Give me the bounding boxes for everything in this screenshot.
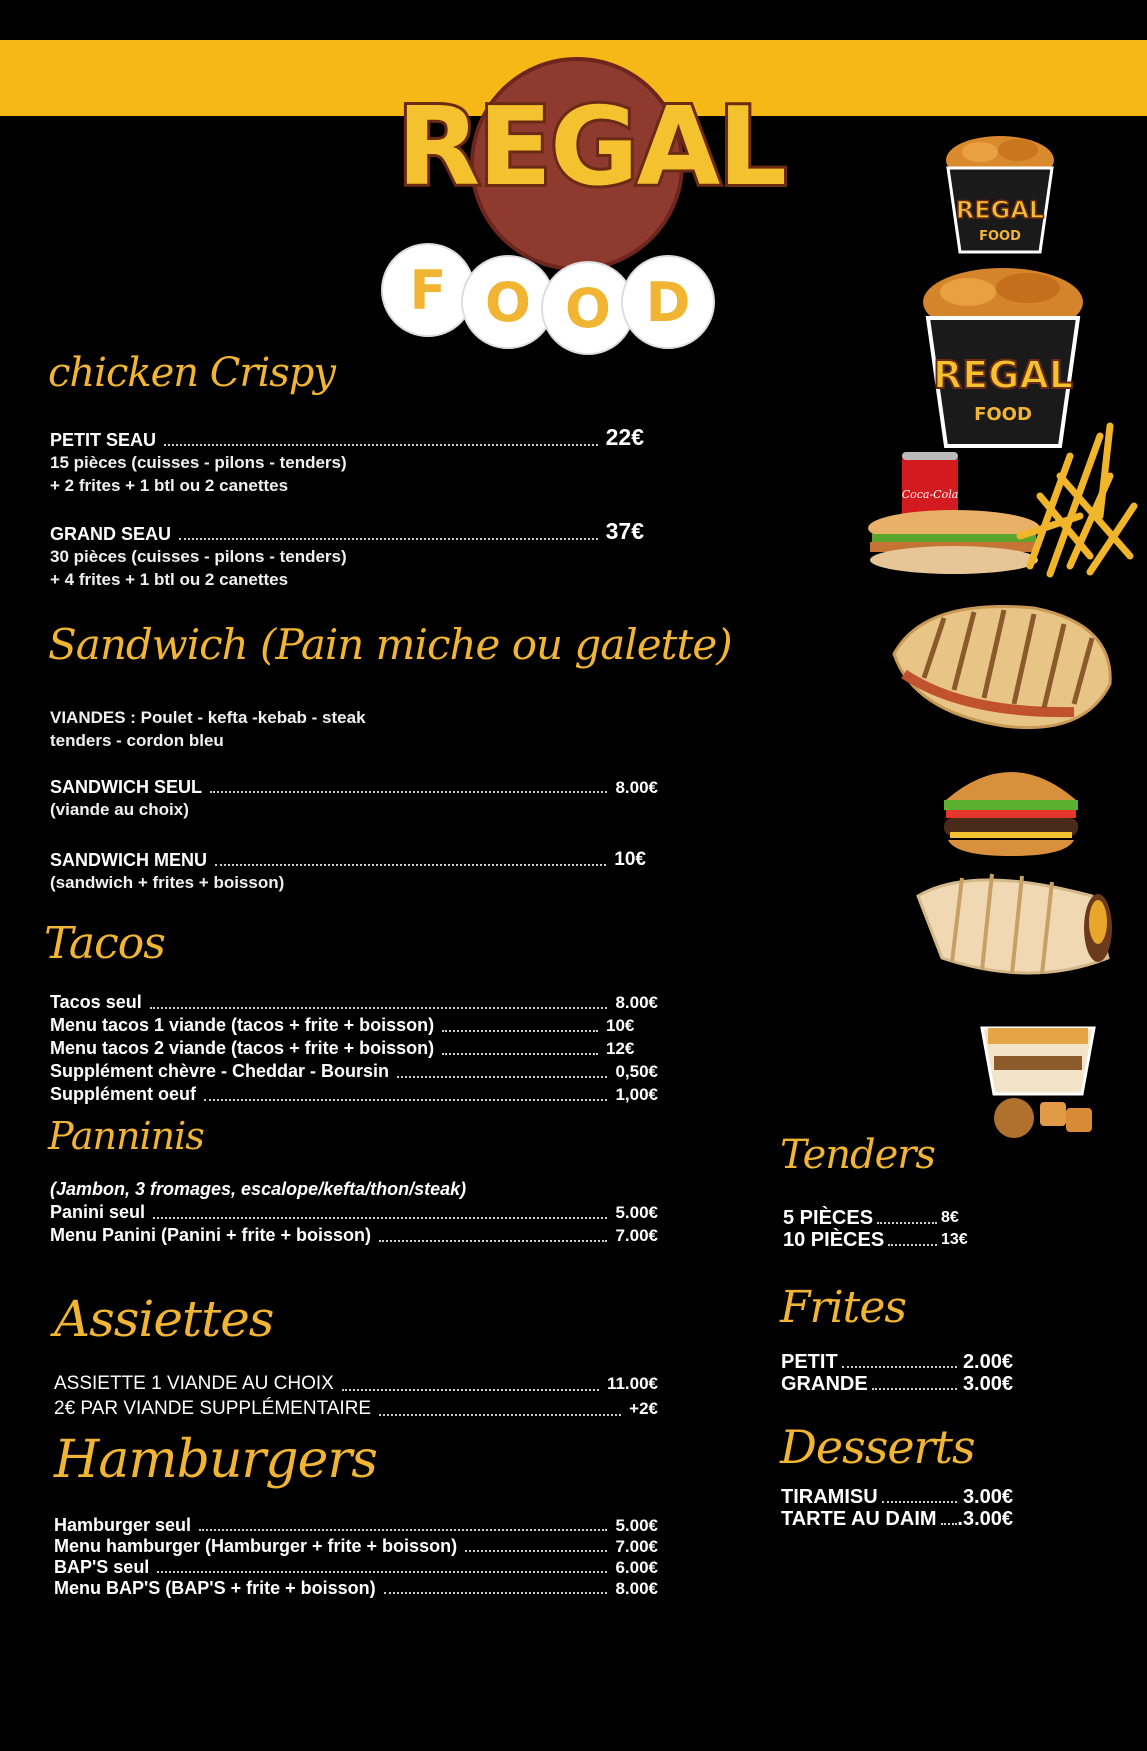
leader-dots <box>379 1414 621 1416</box>
svg-text:REGAL: REGAL <box>932 353 1074 397</box>
svg-text:F: F <box>409 259 447 322</box>
item-price: 10€ <box>614 849 646 870</box>
tiramisu-icon <box>974 1008 1102 1142</box>
section-title-tacos: Tacos <box>44 918 165 969</box>
item-name: Supplément chèvre - Cheddar - Boursin <box>50 1061 390 1081</box>
item-price: 5.00€ <box>615 1516 658 1535</box>
item-price: 11.00€ <box>606 1374 658 1393</box>
svg-text:Coca-Cola: Coca-Cola <box>901 488 959 501</box>
section-title-hamburgers: Hamburgers <box>54 1430 377 1490</box>
leader-dots <box>215 864 606 866</box>
sandwich-viandes <box>50 706 366 752</box>
sandwich-item-menu <box>50 849 646 894</box>
item-price: +2€ <box>629 1399 658 1418</box>
item-desc: (viande au choix) <box>50 800 189 819</box>
chicken-item-grand <box>50 518 644 591</box>
burger-icon <box>936 758 1086 858</box>
item-price: 7.00€ <box>615 1537 658 1556</box>
menu-row <box>50 1201 658 1224</box>
tacos-icon <box>912 862 1116 990</box>
sandwich-item-seul <box>50 777 658 821</box>
item-price: .3.00€ <box>957 1508 1013 1530</box>
item-name: TIRAMISU <box>781 1486 878 1508</box>
leader-dots <box>179 538 598 540</box>
hamburgers-list <box>54 1515 658 1599</box>
leader-dots <box>342 1389 599 1391</box>
section-title-chicken: chicken Crispy <box>48 350 335 396</box>
leader-dots <box>199 1529 607 1531</box>
item-name: TARTE AU DAIM <box>781 1508 937 1530</box>
leader-dots <box>888 1244 937 1246</box>
item-name: BAP'S seul <box>54 1557 150 1577</box>
item-price: 37€ <box>605 518 644 544</box>
leader-dots <box>842 1366 957 1368</box>
fries-icon <box>1010 416 1142 580</box>
item-name: PETIT SEAU <box>50 430 157 450</box>
item-name: Menu Panini (Panini + frite + boisson) <box>50 1225 372 1245</box>
item-name: Supplément oeuf <box>50 1084 197 1104</box>
item-name: Hamburger seul <box>54 1515 192 1535</box>
item-price: 2.00€ <box>962 1351 1013 1373</box>
item-name: 10 PIÈCES <box>783 1229 885 1251</box>
item-desc: + 4 frites + 1 btl ou 2 canettes <box>50 570 289 589</box>
item-price: 7.00€ <box>615 1226 658 1245</box>
item-name: Menu BAP'S (BAP'S + frite + boisson) <box>54 1578 376 1598</box>
item-price: 12€ <box>606 1039 635 1058</box>
item-price: 22€ <box>605 424 644 450</box>
leader-dots <box>210 791 607 793</box>
leader-dots <box>204 1099 607 1101</box>
menu-row <box>781 1486 1013 1508</box>
chicken-bucket-icon <box>940 128 1060 258</box>
menu-row <box>50 1014 658 1037</box>
leader-dots <box>164 444 598 446</box>
leader-dots <box>150 1007 608 1009</box>
item-name: Menu tacos 2 viande (tacos + frite + boisson) <box>50 1038 435 1058</box>
menu-row <box>54 1536 658 1557</box>
menu-row <box>781 1351 1013 1373</box>
paninis-note: (Jambon, 3 fromages, escalope/kefta/thon/steak) <box>50 1179 467 1199</box>
leader-dots <box>877 1222 937 1224</box>
svg-text:O: O <box>485 271 531 334</box>
item-name: Tacos seul <box>50 992 142 1012</box>
leader-dots <box>872 1388 957 1390</box>
item-price: 13€ <box>941 1231 968 1248</box>
section-title-tenders: Tenders <box>780 1132 935 1178</box>
item-name: 5 PIÈCES <box>783 1207 874 1229</box>
item-price: 8.00€ <box>615 778 658 797</box>
panini-icon <box>884 594 1120 744</box>
item-desc: 30 pièces (cuisses - pilons - tenders) <box>50 547 347 566</box>
svg-text:FOOD: FOOD <box>974 404 1032 425</box>
item-price: 0,50€ <box>615 1062 658 1081</box>
item-price: 8€ <box>941 1209 959 1226</box>
leader-dots <box>157 1571 607 1573</box>
section-title-desserts: Desserts <box>780 1420 975 1474</box>
tenders-list <box>783 1207 983 1251</box>
item-name: Panini seul <box>50 1202 146 1222</box>
menu-row <box>54 1557 658 1578</box>
menu-row <box>54 1371 658 1396</box>
chicken-item-petit <box>50 424 644 497</box>
tacos-list <box>50 991 658 1106</box>
viandes-line: VIANDES : Poulet - kefta -kebab - steak <box>50 708 366 727</box>
assiettes-list <box>54 1371 658 1421</box>
menu-row <box>54 1515 658 1536</box>
leader-dots <box>153 1217 607 1219</box>
menu-row <box>781 1373 1013 1395</box>
leader-dots <box>442 1053 598 1055</box>
item-price: 3.00€ <box>962 1486 1013 1508</box>
item-name: ASSIETTE 1 VIANDE AU CHOIX <box>54 1373 334 1394</box>
logo-word-regal: REGAL <box>397 85 785 210</box>
item-name: GRAND SEAU <box>50 524 172 544</box>
svg-text:REGAL: REGAL <box>955 196 1045 224</box>
item-desc: 15 pièces (cuisses - pilons - tenders) <box>50 453 347 472</box>
leader-dots <box>442 1030 598 1032</box>
menu-row <box>781 1508 1013 1530</box>
leader-dots <box>379 1240 607 1242</box>
leader-dots <box>465 1550 607 1552</box>
menu-row <box>783 1229 983 1251</box>
svg-text:FOOD: FOOD <box>979 229 1021 244</box>
item-price: 6.00€ <box>615 1558 658 1577</box>
section-title-frites: Frites <box>780 1282 906 1333</box>
frites-list <box>781 1351 1013 1395</box>
leader-dots <box>397 1076 607 1078</box>
desserts-list <box>781 1486 1013 1530</box>
item-name: PETIT <box>781 1351 838 1373</box>
menu-row <box>54 1578 658 1599</box>
svg-text:O: O <box>565 277 611 340</box>
section-title-assiettes: Assiettes <box>54 1290 274 1348</box>
svg-text:D: D <box>645 271 691 334</box>
item-price: 1,00€ <box>615 1085 658 1104</box>
section-title-paninis: Panninis <box>48 1114 204 1158</box>
item-price: 8.00€ <box>615 1579 658 1598</box>
item-name: Menu tacos 1 viande (tacos + frite + boisson) <box>50 1015 435 1035</box>
menu-row <box>50 1037 658 1060</box>
menu-row <box>50 1060 658 1083</box>
item-name: GRANDE <box>781 1373 868 1395</box>
item-name: 2€ PAR VIANDE SUPPLÉMENTAIRE <box>54 1398 372 1419</box>
item-name: SANDWICH MENU <box>50 850 207 870</box>
item-desc: (sandwich + frites + boisson) <box>50 873 285 892</box>
menu-row <box>50 1083 658 1106</box>
section-title-sandwich: Sandwich (Pain miche ou galette) <box>48 620 732 669</box>
leader-dots <box>384 1592 608 1594</box>
item-name: SANDWICH SEUL <box>50 777 202 797</box>
item-price: 10€ <box>606 1016 635 1035</box>
regal-food-logo <box>362 52 820 362</box>
item-price: 8.00€ <box>615 993 658 1012</box>
menu-row <box>54 1396 658 1421</box>
item-price: 3.00€ <box>962 1373 1013 1395</box>
leader-dots <box>941 1523 958 1525</box>
menu-row <box>50 991 658 1014</box>
viandes-line: tenders - cordon bleu <box>50 731 224 750</box>
item-desc: + 2 frites + 1 btl ou 2 canettes <box>50 476 289 495</box>
leader-dots <box>882 1501 957 1503</box>
item-name: Menu hamburger (Hamburger + frite + boisson) <box>54 1536 458 1556</box>
item-price: 5.00€ <box>615 1203 658 1222</box>
menu-row <box>783 1207 983 1229</box>
menu-row <box>50 1224 658 1247</box>
paninis-list <box>50 1178 658 1247</box>
